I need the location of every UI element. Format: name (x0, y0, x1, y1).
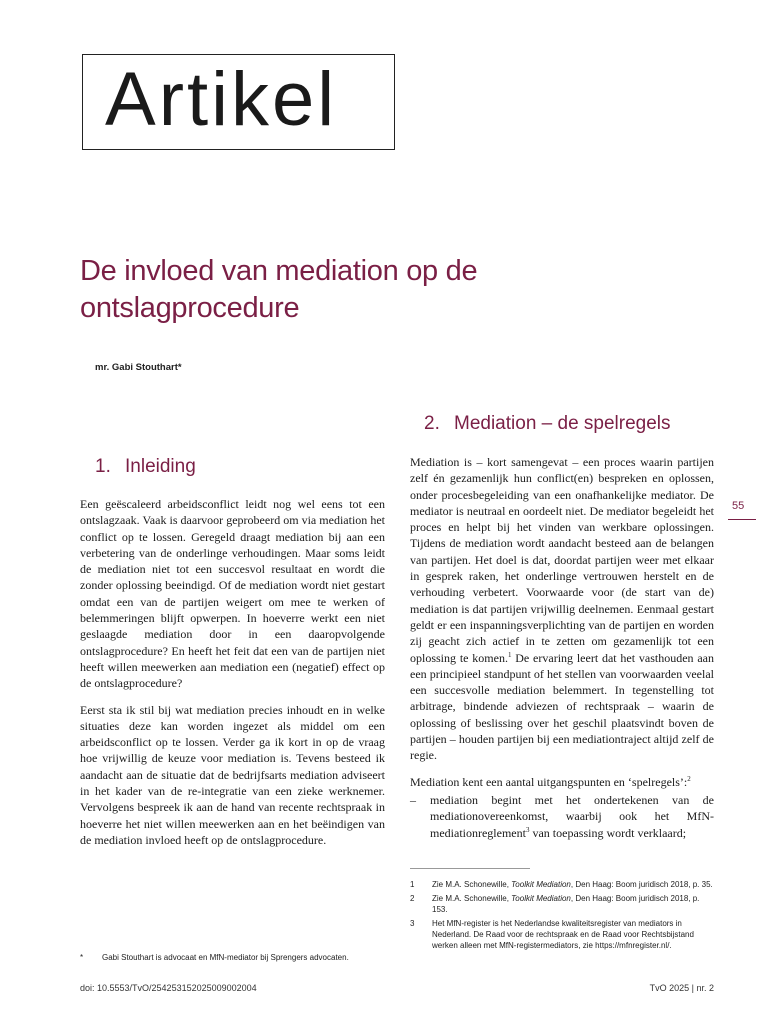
right-column (410, 454, 714, 841)
paragraph-text: Mediation is – kort samengevat – een proces waarin partijen zelf én gezamenlijk hun conflict(en) bespreken en oplossen, onder procesbegeleiding van een onafhankelijke mediator. De mediator is neutraal en oordeelt niet. De mediator begeleidt het proces en helpt bij het vinden van werkbare oplossingen. Tijdens de mediation wordt aandacht besteed aan de belangen van partijen. Het doel is dat, doordat partijen weer met elkaar in gesprek raken, het onderlinge vertrouwen herstelt en de verhouding verbetert. Voorwaarde voor (de start van de) mediation is dat partijen vrijwillig deelnemen. Eenmaal gestart geldt er een inspanningsverplichting van de partijen en worden zij geacht zich actief in te zetten om gezamenlijk tot een oplossing te komen. (410, 455, 714, 665)
paragraph: Een geëscaleerd arbeidsconflict leidt nog wel eens tot een ontslagzaak. Vaak is daarvoor geprobeerd om via mediation het conflict op te lossen. Geregeld draagt mediation bij aan een verbetering van de onderlinge verhoudingen. Maar soms leidt de mediation niet tot een succesvol resultaat en wordt die zonder oplossing beeindigd. Of de mediation wordt niet gestart omdat een van de partijen weigert om mee te werken of belemmeringen blijft opwerpen. In hoeverre werkt een niet geslaagde mediation door in een daaropvolgende ontslagprocedure? En heeft het feit dat een van de partijen niet heeft willen meewerken aan mediation een (negatief) effect op de ontslagprocedure? (80, 497, 385, 691)
footnotes (410, 879, 715, 954)
footnote-ref[interactable]: 1 (507, 650, 512, 659)
footnote-divider (410, 868, 530, 869)
author-footnote-text: Gabi Stouthart is advocaat en MfN-mediator bij Sprengers advocaten. (102, 953, 349, 962)
paragraph (410, 774, 714, 790)
footnote-number: 2 (410, 894, 415, 903)
footnote-text (432, 879, 715, 890)
footnote-text-part: , Den Haag: Boom juridisch 2018, p. 35. (570, 880, 713, 889)
footnote-number: 3 (410, 919, 415, 928)
footnote-text: Het MfN-register is het Nederlandse kwaliteitsregister van mediators in Nederland. De Raad voor de rechtspraak en de Raad voor Rechtsbijstand werken alleen met MfN-registermediators, zie https://mfnregister.nl/. (432, 919, 694, 950)
footnote-book-title: Toolkit Mediation (511, 894, 571, 903)
list-text: mediation begint met het ondertekenen van de mediationovereenkomst, waarbij ook het MfN- mediationreglement (430, 792, 714, 840)
paragraph (410, 454, 714, 764)
list-item-text (430, 792, 714, 841)
section-label: Artikel (105, 57, 338, 142)
footnote-ref[interactable]: 2 (687, 774, 691, 783)
footnote-text-part: , Den Haag: Boom juridisch 2018, p. 153. (432, 894, 700, 914)
section-number: 1. (95, 456, 111, 477)
paragraph-text: De ervaring leert dat het vasthouden aan een principieel standpunt of het stellen van voorwaarden veelal een succesvolle mediation belemmert. In tegenstelling tot arbitrage, bindende adviezen of rechtspraak – waarin de oplossing of beslissing over het geschil plaatsvindt boven de partijen – houden partijen bij een mediationtraject altijd zelf de regie. (410, 650, 715, 763)
section-title: Mediation – de spelregels (454, 413, 671, 434)
footnote-number: 1 (410, 880, 415, 889)
footnote-text-part: Zie M.A. Schonewille, (432, 894, 512, 903)
left-column (80, 496, 385, 858)
page-number-rule (728, 519, 756, 520)
section-heading-1 (95, 456, 196, 478)
article-title: De invloed van mediation op de ontslagprocedure (80, 255, 478, 324)
footnote (410, 918, 715, 951)
list-item (410, 792, 714, 841)
section-label-box (82, 54, 395, 150)
page-number: 55 (732, 500, 745, 512)
list-text: van toepassing wordt verklaard; (529, 825, 687, 840)
footnote-text (432, 893, 715, 915)
footnote-book-title: Toolkit Mediation (511, 880, 571, 889)
footnote (410, 879, 715, 890)
footnote (410, 893, 715, 915)
doi-link[interactable]: doi: 10.5553/TvO/254253152025009002004 (80, 983, 257, 993)
section-title: Inleiding (125, 456, 196, 477)
footnote-ref[interactable]: 3 (525, 825, 530, 834)
paragraph: Eerst sta ik stil bij wat mediation precies inhoudt en in welke situaties deze kan worden ingezet als middel om een arbeidsconflict op te lossen. Verder ga ik kort in op de vraag hoe vrijwillig de keuze voor mediation is. Tevens besteed ik aandacht aan de situatie dat de bedrijfsarts mediation adviseert in het kader van de re-integratie van een zieke werknemer. Vervolgens bespreek ik aan de hand van recente rechtspraak in hoeverre het niet willen meewerken aan en het beëindigen van de mediation invloed heeft op de ontslagprocedure. (80, 702, 385, 847)
article-author: mr. Gabi Stouthart* (95, 362, 182, 373)
footnote-marker: * (80, 953, 84, 962)
paragraph-text: Mediation kent een aantal uitgangspunten en ‘spelregels’: (410, 774, 688, 789)
section-heading-2 (424, 413, 671, 435)
section-number: 2. (424, 413, 440, 434)
journal-issue: TvO 2025 | nr. 2 (649, 983, 714, 993)
list-dash: – (410, 792, 416, 807)
footnote-text-part: Zie M.A. Schonewille, (432, 880, 512, 889)
author-footnote (80, 952, 400, 963)
